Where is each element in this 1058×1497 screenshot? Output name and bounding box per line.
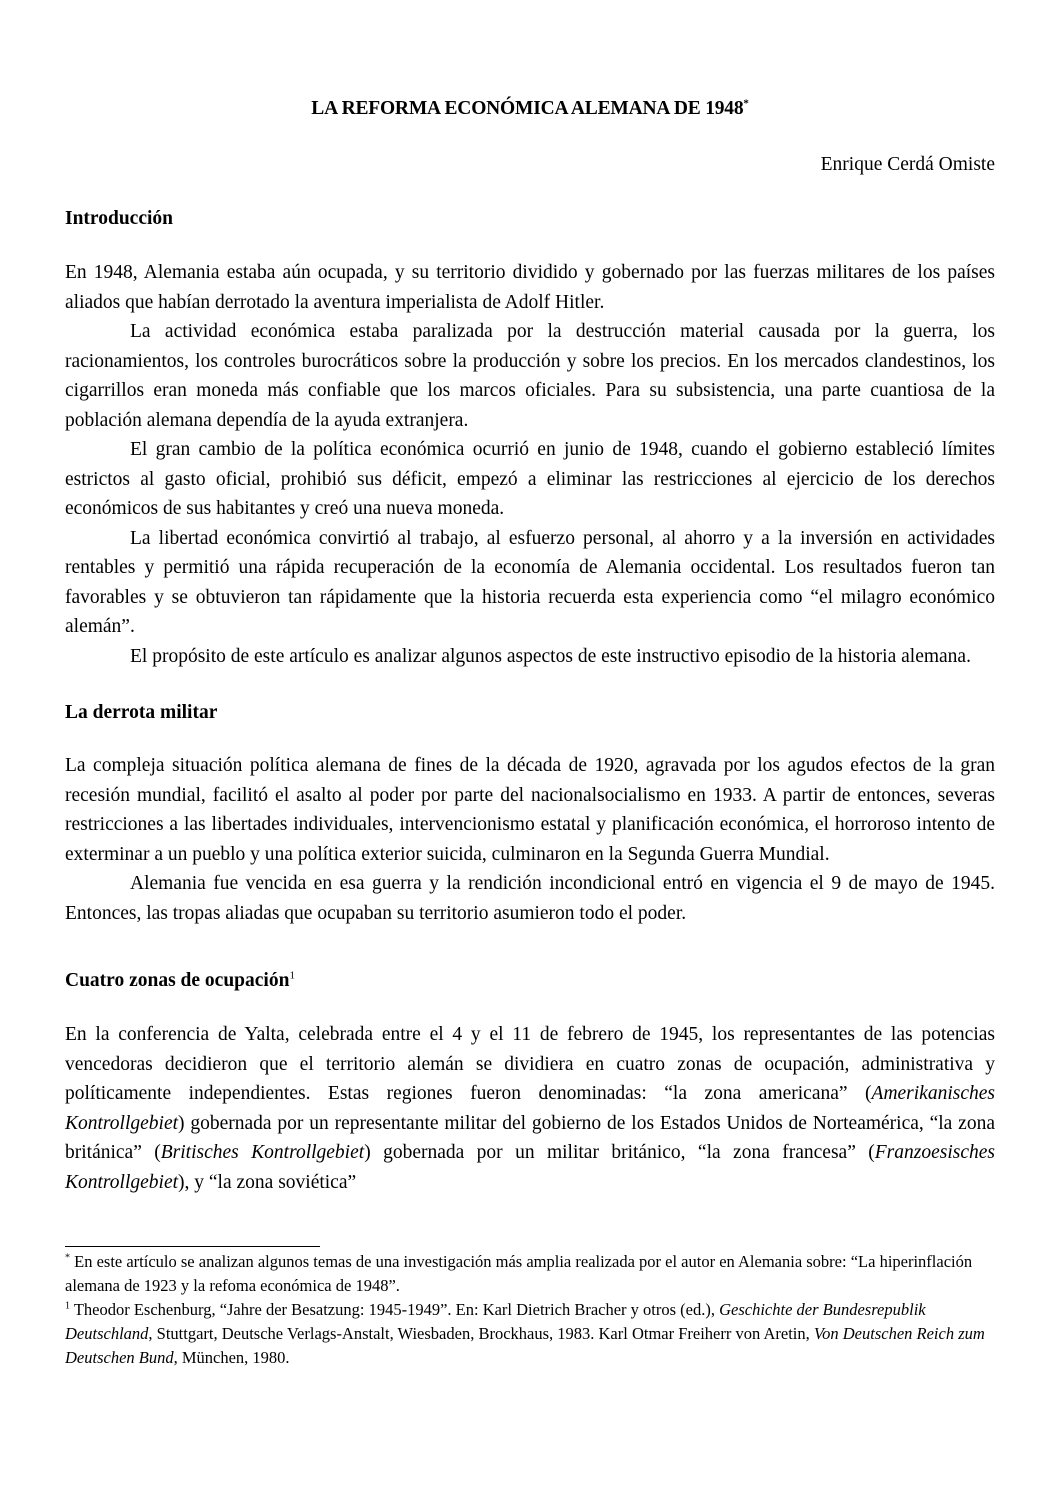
title-footnote-mark: * bbox=[743, 97, 749, 110]
footnote-text: Theodor Eschenburg, “Jahre der Besatzung: 1945-1949”. En: Karl Dietrich Bracher y otros (ed.), bbox=[70, 1300, 720, 1319]
document-title bbox=[65, 98, 995, 120]
paragraph: La libertad económica convirtió al trabajo, al esfuerzo personal, al ahorro y a la inversión en actividades rentables y permitió una rápida recuperación de la economía de Alemania occidental. Los resultados fueron tan favorables y se obtuvieron tan rápidamente que la historia recuerda esta experiencia como “el milagro económico alemán”. bbox=[65, 527, 995, 637]
footnote-text: , Stuttgart, Deutsche Verlags-Anstalt, Wiesbaden, Brockhaus, 1983. Karl Otmar Freiherr von Aretin, bbox=[148, 1324, 814, 1343]
paragraph: En 1948, Alemania estaba aún ocupada, y su territorio dividido y gobernado por las fuerzas militares de los países aliados que habían derrotado la aventura imperialista de Adolf Hitler. bbox=[65, 262, 995, 313]
paragraph: La compleja situación política alemana de fines de la década de 1920, agravada por los agudos efectos de la gran recesión mundial, facilitó el asalto al poder por parte del nacionalsocialismo en 1933. A partir de entonces, severas restricciones a las libertades individuales, intervencionismo estatal y planificación económica, el horroroso intento de exterminar a un pueblo y una política exterior suicida, culminaron en la Segunda Guerra Mundial. bbox=[65, 755, 995, 865]
section-heading-introduccion: Introducción bbox=[65, 208, 173, 229]
footnote-text: , München, 1980. bbox=[173, 1348, 290, 1367]
footnote-mark: 1 bbox=[65, 1300, 70, 1312]
footnote-text: En este artículo se analizan algunos temas de una investigación más amplia realizada por el autor en Alemania sobre: “La hiperinflación alemana de 1923 y la refoma económica de 1948”. bbox=[65, 1252, 973, 1295]
paragraph: Alemania fue vencida en esa guerra y la rendición incondicional entró en vigencia el 9 de mayo de 1945. Entonces, las tropas aliadas que ocupaban su territorio asumieron todo el poder. bbox=[65, 873, 995, 924]
heading-footnote-mark: 1 bbox=[289, 969, 295, 982]
paragraph bbox=[65, 1020, 995, 1197]
footnote-separator bbox=[65, 1246, 320, 1247]
section-heading-derrota-militar: La derrota militar bbox=[65, 702, 218, 723]
author-name: Enrique Cerdá Omiste bbox=[820, 154, 995, 175]
german-term: Amerikanisches Kontrollgebiet bbox=[65, 1083, 995, 1134]
german-term: Franzoesisches Kontrollgebiet bbox=[65, 1142, 996, 1193]
text-run: ), y “la zona soviética” bbox=[178, 1171, 357, 1193]
heading-text: Cuatro zonas de ocupación bbox=[65, 970, 290, 991]
footnote bbox=[65, 1298, 995, 1370]
section-body-cuatro-zonas bbox=[65, 1020, 995, 1197]
section-body-introduccion bbox=[65, 258, 995, 671]
book-title: Geschichte der Bundesrepublik Deutschland bbox=[65, 1300, 926, 1343]
paragraph: El gran cambio de la política económica ocurrió en junio de 1948, cuando el gobierno estableció límites estrictos al gasto oficial, prohibió sus déficit, empezó a eliminar las restricciones al ejercicio de los derechos económicos de sus habitantes y creó una nueva moneda. bbox=[65, 439, 995, 519]
text-run: ) gobernada por un militar británico, “la zona francesa” ( bbox=[364, 1142, 875, 1163]
book-title: Von Deutschen Reich zum Deutschen Bund bbox=[65, 1324, 985, 1367]
text-run: En la conferencia de Yalta, celebrada entre el 4 y el 11 de febrero de 1945, los representantes de las potencias vencedoras decidieron que el territorio alemán se dividiera en cuatro zonas de ocupación, administrativa y políticamente independientes. Estas regiones fueron denominadas: “la zona americana” ( bbox=[65, 1024, 995, 1104]
paragraph: El propósito de este artículo es analizar algunos aspectos de este instructivo episodio de la historia alemana. bbox=[130, 645, 971, 667]
german-term: Britisches Kontrollgebiet bbox=[160, 1142, 365, 1163]
paragraph: La actividad económica estaba paralizada por la destrucción material causada por la guerra, los racionamientos, los controles burocráticos sobre la producción y sobre los precios. En los mercados clandestinos, los cigarrillos eran moneda más confiable que los marcos oficiales. Para su subsistencia, una parte cuantiosa de la población alemana dependía de la ayuda extranjera. bbox=[65, 321, 995, 431]
footnote bbox=[65, 1250, 995, 1298]
footnote-mark: * bbox=[65, 1252, 70, 1264]
text-run: ) gobernada por un representante militar del gobierno de los Estados Unidos de Norteamérica, “la zona británica” ( bbox=[65, 1112, 995, 1163]
section-heading-cuatro-zonas bbox=[65, 970, 295, 992]
title-text: LA REFORMA ECONÓMICA ALEMANA DE 1948 bbox=[311, 98, 744, 119]
section-body-derrota-militar bbox=[65, 751, 995, 928]
footnotes bbox=[65, 1250, 995, 1370]
